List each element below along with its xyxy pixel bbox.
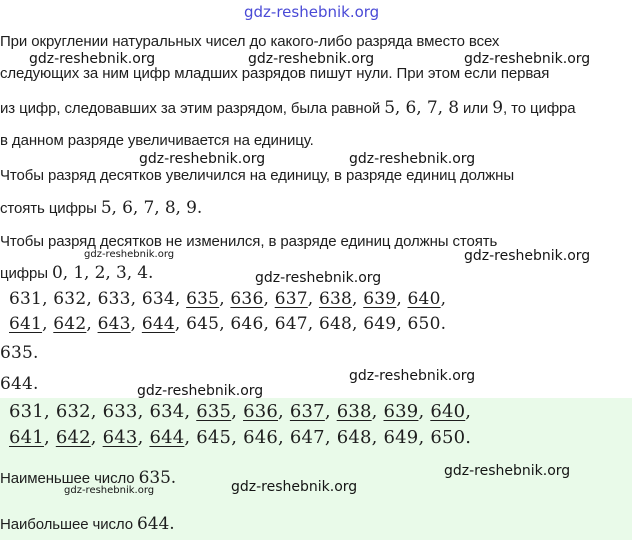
paragraph1-line3-or: или — [462, 100, 489, 117]
sequence-number-value: 638 — [318, 289, 353, 309]
watermark-top: gdz-reshebnik.org — [244, 3, 380, 21]
paragraph1-line2: следующих за ним цифр младших разрядов пишут нули. При этом если первая — [0, 65, 550, 82]
sequence-number: 643, — [102, 427, 144, 448]
sequence-number-value: 635 — [186, 289, 220, 309]
paragraph2-line1: Чтобы разряд десятков увеличился на единицу, в разряде единиц должны — [0, 167, 514, 184]
sequence-number: 637, — [289, 401, 331, 422]
paragraph2-line2-digits: 5, 6, 7, 8, 9. — [100, 198, 203, 218]
paragraph3-line2-digits: 0, 1, 2, 3, 4. — [52, 263, 154, 283]
sequence-number: 638, — [318, 289, 358, 309]
sequence-number: 634, — [149, 401, 191, 422]
sequence-number-value: 650 — [430, 427, 466, 448]
watermark: gdz-reshebnik.org — [444, 463, 571, 479]
sequence-number: 648, — [336, 427, 378, 448]
paragraph3-line1: Чтобы разряд десятков не изменился, в разряде единиц должны стоять — [0, 233, 498, 250]
watermark: gdz-reshebnik.org — [464, 248, 591, 264]
paragraph1-line3-text: из цифр, следовавших за этим разрядом, была равной — [0, 100, 381, 117]
sequence-number: 640, — [430, 401, 472, 422]
sequence-number-value: 637 — [274, 289, 308, 309]
sequence-number-value: 639 — [383, 401, 419, 422]
sequence-number-value: 631 — [9, 289, 43, 309]
result-min-value: 635. — [138, 468, 177, 488]
sequence-number: 650. — [407, 314, 447, 334]
watermark: gdz-reshebnik.org — [139, 151, 266, 167]
sequence-number-value: 637 — [289, 401, 325, 422]
sequence-number: 642, — [55, 427, 97, 448]
sequence-number-value: 649 — [363, 314, 397, 334]
result-max — [0, 514, 175, 535]
sequence-number: 632, — [53, 289, 92, 309]
sequence-number: 645, — [186, 314, 225, 334]
sequence-number: 633, — [97, 289, 137, 309]
sequence-number-value: 631 — [9, 401, 44, 422]
sequence-number: 642, — [53, 314, 92, 334]
paragraph3-line2 — [0, 263, 153, 284]
sequence-row1 — [9, 288, 446, 310]
sequence-number-value: 638 — [336, 401, 372, 422]
sequence-number: 636, — [243, 401, 284, 422]
sequence-number: 647, — [289, 427, 331, 448]
sequence-number-value: 640 — [430, 401, 466, 422]
watermark: gdz-reshebnik.org — [29, 51, 156, 67]
paragraph1-line3-end: , то цифра — [503, 100, 576, 117]
sequence-number: 637, — [274, 289, 314, 309]
watermark: gdz-reshebnik.org — [255, 270, 382, 286]
sequence-number-value: 650 — [407, 314, 441, 334]
sequence-number: 632, — [55, 401, 97, 422]
paragraph1-line3-digits: 5, 6, 7, 8 — [384, 98, 459, 118]
sequence-number-value: 645 — [186, 314, 220, 334]
sequence-number-value: 635 — [196, 401, 232, 422]
watermark: gdz-reshebnik.org — [137, 383, 264, 399]
sequence-number: 640, — [407, 289, 447, 309]
paragraph1-line1: При округлении натуральных чисел до какого-либо разряда вместо всех — [0, 33, 500, 50]
sequence-number-value: 633 — [97, 289, 131, 309]
sequence-number: 641, — [9, 427, 50, 448]
paragraph1-line4: в данном разряде увеличивается на единицу. — [0, 132, 314, 149]
sequence-number: 635, — [196, 401, 238, 422]
sequence-number-value: 641 — [9, 314, 43, 334]
sequence-number-value: 646 — [243, 427, 279, 448]
sequence-number: 641, — [9, 314, 48, 334]
answer-b: 644. — [0, 374, 39, 394]
sequence-number: 638, — [336, 401, 378, 422]
solution-sequence-row2 — [9, 427, 471, 449]
watermark-small: gdz-reshebnik.org — [84, 249, 175, 260]
sequence-number: 644, — [149, 427, 191, 448]
watermark: gdz-reshebnik.org — [248, 51, 375, 67]
sequence-number-value: 643 — [102, 427, 138, 448]
sequence-number-value: 632 — [55, 401, 91, 422]
watermark: gdz-reshebnik.org — [464, 51, 591, 67]
sequence-number: 639, — [363, 289, 402, 309]
sequence-number-value: 648 — [318, 314, 353, 334]
sequence-number-value: 647 — [274, 314, 308, 334]
sequence-number-value: 646 — [230, 314, 264, 334]
sequence-number: 633, — [102, 401, 144, 422]
sequence-number-value: 634 — [149, 401, 185, 422]
sequence-number-value: 633 — [102, 401, 138, 422]
sequence-number-value: 636 — [230, 289, 264, 309]
answer-a: 635. — [0, 343, 39, 363]
sequence-number: 644, — [141, 314, 181, 334]
sequence-number: 649, — [363, 314, 402, 334]
watermark: gdz-reshebnik.org — [231, 479, 358, 495]
paragraph2-line2-text: стоять цифры — [0, 200, 97, 217]
sequence-number-value: 649 — [383, 427, 419, 448]
result-max-text: Наибольшее число — [0, 516, 133, 533]
sequence-number: 647, — [274, 314, 314, 334]
sequence-number: 645, — [196, 427, 238, 448]
watermark-small: gdz-reshebnik.org — [64, 485, 155, 496]
sequence-number-value: 642 — [53, 314, 87, 334]
result-min-text: Наименьшее число — [0, 470, 135, 487]
sequence-number: 636, — [230, 289, 270, 309]
sequence-number: 634, — [141, 289, 181, 309]
sequence-number: 646, — [230, 314, 270, 334]
sequence-row2 — [9, 313, 446, 335]
watermark: gdz-reshebnik.org — [349, 151, 476, 167]
sequence-number-value: 647 — [289, 427, 325, 448]
sequence-number: 643, — [97, 314, 137, 334]
solution-sequence-row1 — [9, 401, 471, 423]
sequence-number: 639, — [383, 401, 425, 422]
watermark: gdz-reshebnik.org — [349, 368, 476, 384]
sequence-number-value: 639 — [363, 289, 397, 309]
paragraph3-line2-text: цифры — [0, 265, 48, 282]
sequence-number: 648, — [318, 314, 358, 334]
sequence-number: 646, — [243, 427, 284, 448]
sequence-number: 650. — [430, 427, 472, 448]
paragraph1-line3-nine: 9 — [492, 98, 503, 118]
sequence-number-value: 642 — [55, 427, 91, 448]
sequence-number-value: 634 — [141, 289, 175, 309]
paragraph1-line3 — [0, 98, 576, 119]
sequence-number: 631, — [9, 289, 48, 309]
sequence-number: 635, — [186, 289, 225, 309]
sequence-number-value: 645 — [196, 427, 232, 448]
sequence-number: 631, — [9, 401, 50, 422]
sequence-number-value: 640 — [407, 289, 441, 309]
sequence-number-value: 644 — [149, 427, 185, 448]
sequence-number-value: 643 — [97, 314, 131, 334]
sequence-number-value: 632 — [53, 289, 87, 309]
paragraph2-line2 — [0, 198, 202, 219]
result-max-value: 644. — [137, 514, 175, 534]
sequence-number-value: 648 — [336, 427, 372, 448]
sequence-number-value: 641 — [9, 427, 44, 448]
sequence-number-value: 636 — [243, 401, 279, 422]
sequence-number: 649, — [383, 427, 425, 448]
sequence-number-value: 644 — [141, 314, 175, 334]
